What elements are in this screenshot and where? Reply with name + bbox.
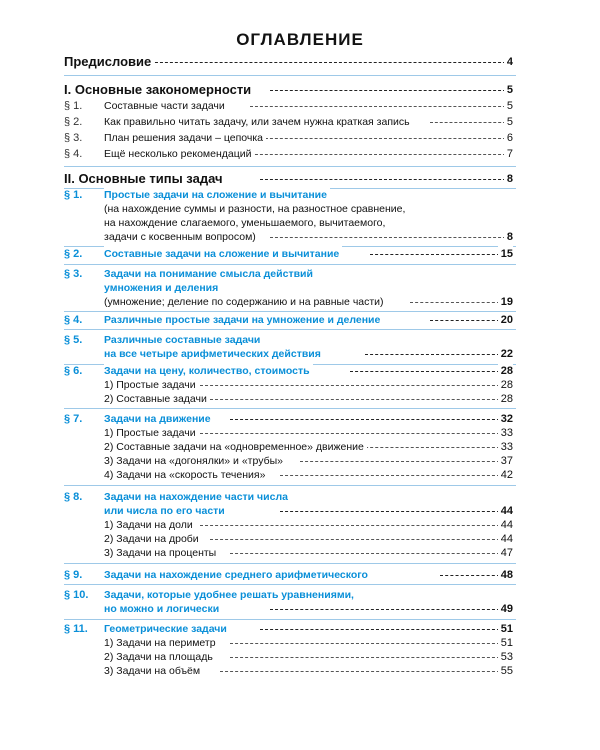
page-number: 44	[498, 517, 513, 533]
entry-title: Простые задачи на сложение и вычитание	[104, 187, 330, 203]
leader-dots	[300, 461, 500, 462]
entry-label: II. Основные типы задач	[64, 171, 226, 187]
entry-title: Задачи на нахождение части числа	[104, 489, 291, 505]
leader-dots	[430, 320, 500, 321]
entry-title: или числа по его части	[104, 503, 228, 519]
page-number: 51	[498, 621, 513, 637]
leader-dots	[270, 609, 500, 610]
section-number: § 11.	[64, 623, 88, 635]
page-number: 22	[498, 346, 513, 362]
page-number: 32	[498, 411, 513, 427]
entry-title: Различные простые задачи на умножение и деление	[104, 312, 383, 328]
page-number: 42	[498, 467, 513, 483]
divider	[64, 584, 516, 585]
entry-label: Составные части задачи	[104, 98, 228, 114]
page-number: 6	[504, 130, 513, 146]
divider	[64, 485, 516, 486]
leader-dots	[230, 657, 500, 658]
entry-label: I. Основные закономерности	[64, 82, 254, 98]
entry-label: 2) Составные задачи	[104, 391, 210, 407]
leader-dots	[250, 106, 506, 107]
divider	[64, 264, 516, 265]
section-number: § 1.	[64, 100, 83, 112]
toc-entry-chapter-2[interactable]	[0, 171, 600, 187]
entry-title: Составные задачи на сложение и вычитание	[104, 246, 342, 262]
page-number: 49	[498, 601, 513, 617]
page-number: 20	[498, 312, 513, 328]
page-number: 33	[498, 439, 513, 455]
leader-dots	[220, 671, 500, 672]
section-number: § 3.	[64, 268, 83, 280]
section-number: § 4.	[64, 148, 83, 160]
leader-dots	[210, 399, 500, 400]
toc-subentry[interactable]	[0, 545, 600, 561]
entry-subtitle	[0, 294, 600, 310]
leader-dots	[210, 539, 500, 540]
leader-dots	[150, 62, 506, 63]
entry-label: План решения задачи – цепочка	[104, 130, 266, 146]
entry-label: 2) Составные задачи на «одновременное» движение	[104, 439, 367, 455]
toc-entry-preface[interactable]	[0, 54, 600, 70]
page-number: 53	[498, 649, 513, 665]
page-number: 28	[498, 377, 513, 393]
entry-label: 3) Задачи на «догонялки» и «трубы»	[104, 453, 286, 469]
leader-dots	[360, 447, 500, 448]
entry-title: Геометрические задачи	[104, 621, 230, 637]
leader-dots	[250, 154, 506, 155]
page-number: 7	[504, 146, 513, 162]
leader-dots	[270, 90, 506, 91]
toc-entry[interactable]	[0, 98, 600, 114]
page-number: 15	[498, 246, 513, 262]
toc-entry-s4[interactable]	[0, 312, 600, 328]
entry-title: Задачи на цену, количество, стоимость	[104, 363, 313, 379]
section-number: § 4.	[64, 314, 83, 326]
divider	[64, 166, 516, 167]
toc-entry[interactable]	[0, 114, 600, 130]
toc-subentry[interactable]	[0, 663, 600, 679]
toc-subentry[interactable]	[0, 391, 600, 407]
section-number: § 7.	[64, 413, 83, 425]
entry-label: 1) Задачи на доли	[104, 517, 196, 533]
page-number: 8	[504, 171, 513, 187]
toc-entry-s9[interactable]	[0, 567, 600, 583]
section-number: § 3.	[64, 132, 83, 144]
entry-label: 1) Простые задачи	[104, 425, 199, 441]
entry-title: Задачи на понимание смысла действий	[104, 266, 316, 282]
toc-subentry[interactable]	[0, 467, 600, 483]
section-number: § 9.	[64, 569, 83, 581]
leader-dots	[260, 138, 506, 139]
page-number: 55	[498, 663, 513, 679]
entry-label: 3) Задачи на объём	[104, 663, 203, 679]
leader-dots	[270, 237, 506, 238]
leader-dots	[365, 354, 500, 355]
page-title: ОГЛАВЛЕНИЕ	[236, 30, 364, 49]
entry-title: Задачи, которые удобнее решать уравнениями,	[104, 587, 357, 603]
page-number: 33	[498, 425, 513, 441]
leader-dots	[260, 629, 500, 630]
page-number: 28	[498, 363, 513, 379]
leader-dots	[200, 525, 500, 526]
entry-label: 1) Простые задачи	[104, 377, 199, 393]
section-number: § 6.	[64, 365, 83, 377]
entry-title: Задачи на нахождение среднего арифметического	[104, 567, 371, 583]
page-number: 5	[504, 114, 513, 130]
entry-title: но можно и логически	[104, 601, 222, 617]
leader-dots	[230, 419, 500, 420]
leader-dots	[410, 302, 500, 303]
divider	[64, 329, 516, 330]
page-number: 28	[498, 391, 513, 407]
page-number: 5	[504, 82, 513, 98]
leader-dots	[350, 371, 500, 372]
divider	[64, 563, 516, 564]
page-number: 48	[498, 567, 513, 583]
entry-title: Задачи на движение	[104, 411, 214, 427]
page-number: 47	[498, 545, 513, 561]
entry-title: на все четыре арифметических действия	[104, 346, 324, 362]
leader-dots	[260, 179, 506, 180]
section-number: § 8.	[64, 491, 83, 503]
toc-entry[interactable]	[0, 146, 600, 162]
page-number: 44	[498, 503, 513, 519]
entry-subtitle-line: задачи с косвенным вопросом)	[104, 229, 259, 245]
entry-subtitle-line: (умножение; деление по содержанию и на равные части)	[104, 294, 387, 310]
page-number: 4	[504, 54, 513, 70]
entry-label: 2) Задачи на дроби	[104, 531, 202, 547]
section-number: § 5.	[64, 334, 83, 346]
entry-subtitle-line: (на нахождение суммы и разности, на разностное сравнение,	[104, 201, 408, 217]
entry-label: 2) Задачи на площадь	[104, 649, 216, 665]
divider	[64, 619, 516, 620]
entry-label: Предисловие	[64, 54, 154, 70]
page-number: 5	[504, 98, 513, 114]
leader-dots	[280, 475, 500, 476]
toc-entry[interactable]	[0, 130, 600, 146]
divider	[64, 75, 516, 76]
leader-dots	[280, 511, 500, 512]
section-number: § 2.	[64, 116, 83, 128]
page-number: 19	[498, 294, 513, 310]
entry-subtitle	[0, 229, 600, 245]
entry-title: умножения и деления	[104, 280, 221, 296]
section-number: § 2.	[64, 248, 83, 260]
entry-label: 4) Задачи на «скорость течения»	[104, 467, 268, 483]
entry-subtitle-line: на нахождение слагаемого, уменьшаемого, вычитаемого,	[104, 215, 388, 231]
toc-entry-chapter-1[interactable]	[0, 82, 600, 98]
entry-title-continued	[0, 601, 600, 617]
section-number: § 1.	[64, 189, 83, 201]
entry-label: 3) Задачи на проценты	[104, 545, 219, 561]
leader-dots	[230, 643, 500, 644]
page-number: 37	[498, 453, 513, 469]
divider	[64, 408, 516, 409]
entry-label: 1) Задачи на периметр	[104, 635, 219, 651]
leader-dots	[430, 122, 506, 123]
leader-dots	[200, 385, 500, 386]
leader-dots	[440, 575, 500, 576]
entry-label: Ещё несколько рекомендаций	[104, 146, 254, 162]
leader-dots	[200, 433, 500, 434]
page-number: 51	[498, 635, 513, 651]
entry-title: Различные составные задачи	[104, 332, 263, 348]
entry-title-continued	[0, 346, 600, 362]
section-number: § 10.	[64, 589, 89, 601]
leader-dots	[370, 254, 500, 255]
page-number: 8	[504, 229, 513, 245]
page-number: 44	[498, 531, 513, 547]
leader-dots	[230, 553, 500, 554]
entry-label: Как правильно читать задачу, или зачем нужна краткая запись	[104, 114, 413, 130]
toc-entry-s2[interactable]	[0, 246, 600, 262]
